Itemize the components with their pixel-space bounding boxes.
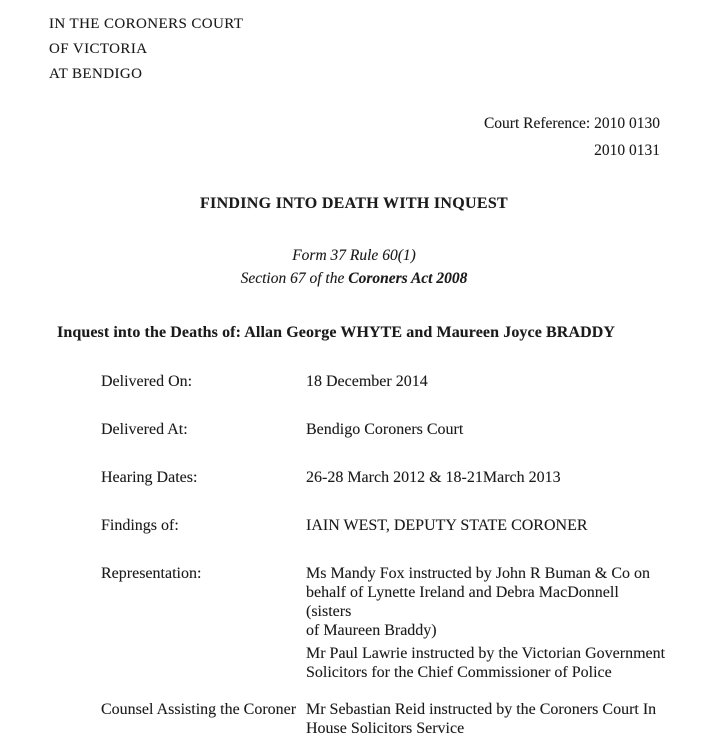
representation-paragraph-2 [306,644,667,682]
detail-label: Hearing Dates: [101,469,198,486]
document-title: FINDING INTO DEATH WITH INQUEST [199,195,509,212]
court-header-block [49,12,243,87]
detail-label: Findings of: [101,517,179,534]
form-rule-block [0,244,708,290]
value-line: Mr Sebastian Reid instructed by the Coroners Court In [306,701,657,718]
value-line: behalf of Lynette Ireland and Debra MacDonnell (sisters [306,584,619,620]
court-reference-line-2: 2010 0131 [594,142,660,159]
detail-row-delivered-on [101,372,667,391]
detail-label: Delivered On: [101,373,193,390]
detail-value: Bendigo Coroners Court [306,421,464,438]
section-line [0,267,708,290]
court-header-line-1: IN THE CORONERS COURT [49,16,244,32]
detail-label: Representation: [101,565,202,582]
section-prefix: Section 67 of the [240,270,349,287]
court-header-line-3: AT BENDIGO [49,66,143,82]
representation-paragraph-1 [306,564,667,640]
detail-value [306,564,667,682]
detail-value: IAIN WEST, DEPUTY STATE CORONER [306,517,588,534]
court-reference-block [484,110,660,164]
detail-value: 26-28 March 2012 & 18-21March 2013 [306,469,561,486]
detail-row-counsel-assisting [101,700,667,738]
value-line: Solicitors for the Chief Commissioner of Police [306,664,612,681]
detail-label: Counsel Assisting the Coroner [101,701,297,718]
value-line: of Maureen Braddy) [306,622,437,639]
detail-row-representation [101,564,667,682]
inquest-heading: Inquest into the Deaths of: Allan George WHYTE and Maureen Joyce BRADDY [57,324,616,341]
detail-row-hearing-dates [101,468,667,487]
court-header-line-2: OF VICTORIA [49,41,148,57]
value-line: House Solicitors Service [306,720,465,737]
detail-value: 18 December 2014 [306,373,428,390]
details-table [101,372,667,756]
value-line: Mr Paul Lawrie instructed by the Victorian Government [306,645,666,662]
court-reference-line-1: Court Reference: 2010 0130 [483,115,660,132]
value-line: Ms Mandy Fox instructed by John R Buman & Co on [306,565,651,582]
form-rule-line: Form 37 Rule 60(1) [292,247,416,264]
detail-row-delivered-at [101,420,667,439]
detail-row-findings-of [101,516,667,535]
act-name: Coroners Act 2008 [348,270,468,287]
detail-label: Delivered At: [101,421,188,438]
detail-value [306,700,667,738]
